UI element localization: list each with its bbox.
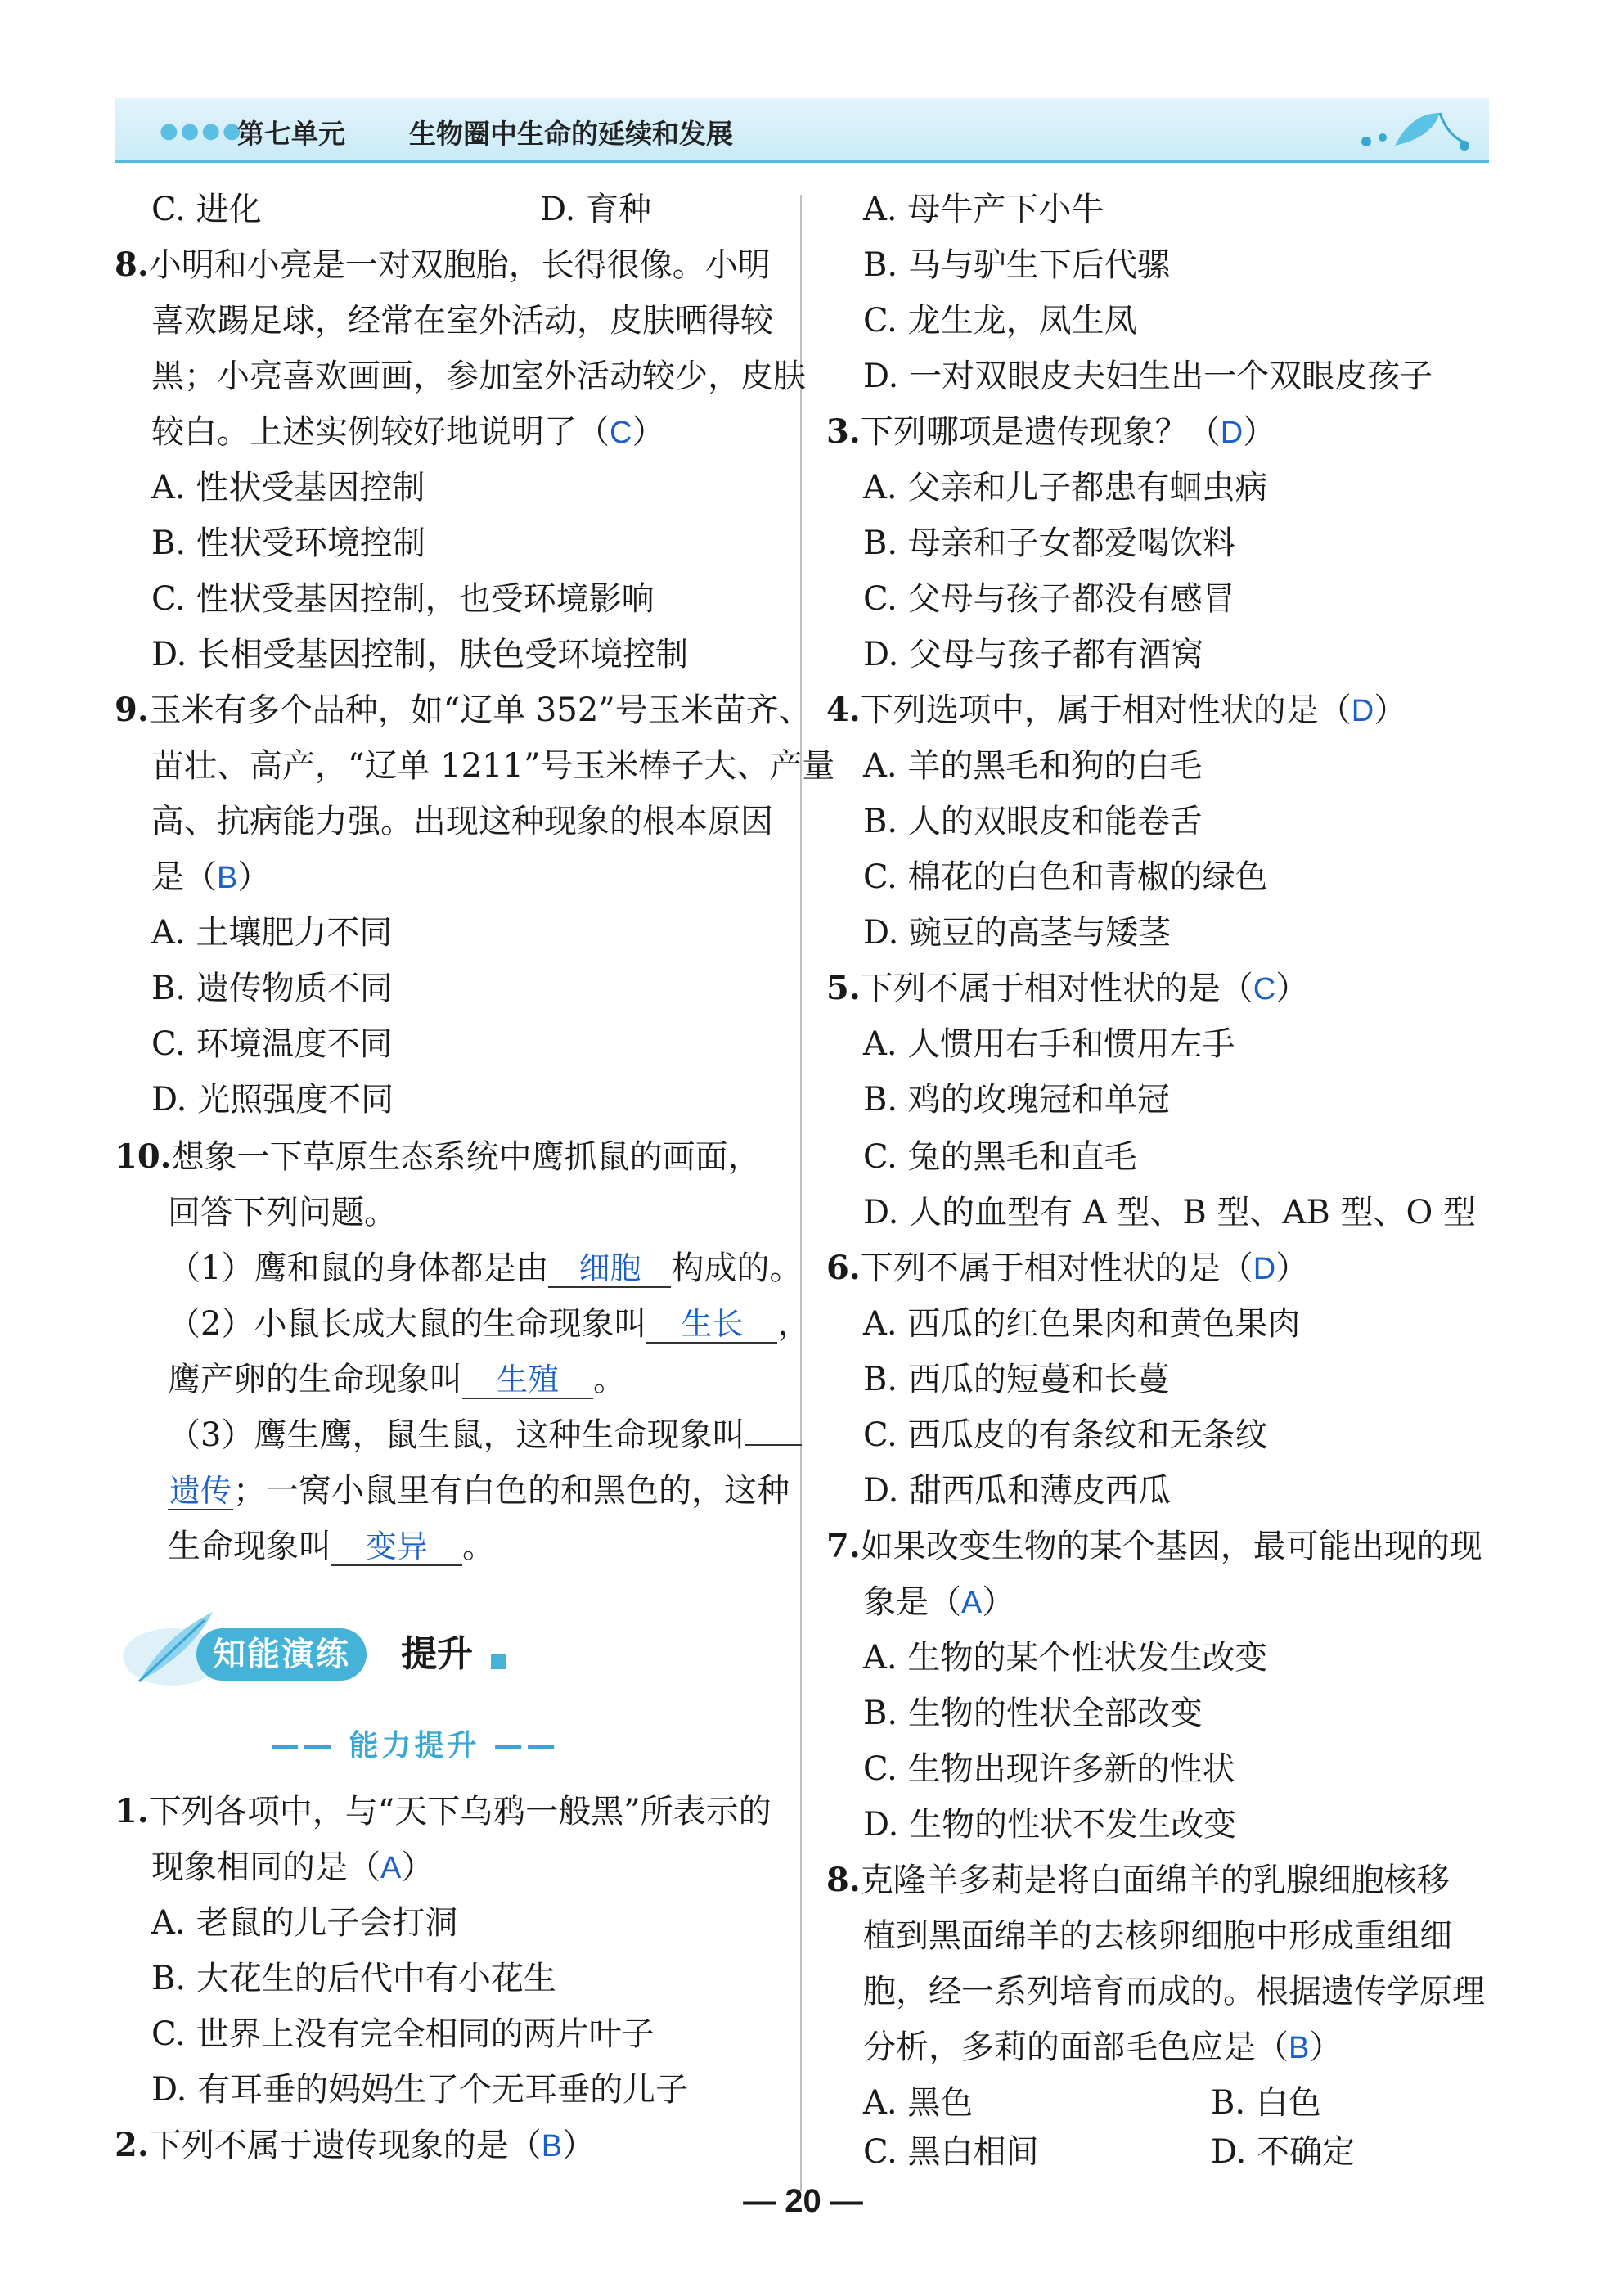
s1-answer: A <box>380 1851 402 1885</box>
section-banner <box>115 1604 540 1694</box>
s1-option-a: A. 老鼠的儿子会打洞 <box>151 1904 458 1942</box>
s4-option-c: C. 棉花的白色和青椒的绿色 <box>863 858 1268 896</box>
s6-option-b: B. 西瓜的短蔓和长蔓 <box>863 1361 1170 1398</box>
page-header <box>115 98 1489 163</box>
leaf-icon <box>1350 105 1473 154</box>
s1-option-b: B. 大花生的后代中有小花生 <box>151 1960 556 1997</box>
s4-line1: 4.下列选项中，属于相对性状的是（D） <box>826 691 1407 729</box>
subsection-title: —— 能力提升 —— <box>270 1729 560 1763</box>
q9-line3: 高、抗病能力强。出现这种现象的根本原因 <box>151 803 773 840</box>
q10-blank4: 遗传 <box>169 1474 232 1509</box>
banner-tail: 提升 <box>401 1633 473 1675</box>
s4-option-a: A. 羊的黑毛和狗的白毛 <box>863 747 1203 785</box>
s1-line2: 现象相同的是（A） <box>151 1848 434 1886</box>
q8-option-c: C. 性状受基因控制，也受环境影响 <box>151 580 655 618</box>
s7-line1: 7.如果改变生物的某个基因，最可能出现的现 <box>826 1527 1482 1565</box>
unit-label: 第七单元 <box>237 118 345 150</box>
q7-option-c: C. 进化 <box>151 191 262 228</box>
q9-option-b: B. 遗传物质不同 <box>151 970 393 1007</box>
s4-option-d: D. 豌豆的高茎与矮茎 <box>863 914 1172 952</box>
s3-option-b: B. 母亲和子女都爱喝饮料 <box>863 524 1235 562</box>
q10-part3b: 遗传；一窝小鼠里有白色的和黑色的，这种 <box>169 1472 790 1510</box>
q10-part2a: （2）小鼠长成大鼠的生命现象叫 生长 ， <box>168 1305 811 1343</box>
s5-answer: C <box>1253 972 1276 1006</box>
s4-option-b: B. 人的双眼皮和能卷舌 <box>863 803 1203 840</box>
s5-option-a: A. 人惯用右手和惯用左手 <box>863 1025 1235 1063</box>
s5-option-c: C. 兔的黑毛和直毛 <box>863 1138 1137 1176</box>
s7-option-b: B. 生物的性状全部改变 <box>863 1695 1203 1732</box>
page-number: — 20 — <box>743 2183 863 2219</box>
q10-blank5: 变异 <box>331 1530 462 1566</box>
q9-line1: 9.玉米有多个品种，如“辽单 352”号玉米苗齐、 <box>115 691 812 729</box>
unit-title: 生物圈中生命的延续和发展 <box>409 118 733 150</box>
s1-line1: 1.下列各项中，与“天下乌鸦一般黑”所表示的 <box>115 1792 772 1830</box>
s2-option-c: C. 龙生龙，凤生凤 <box>863 302 1137 340</box>
s5-line1: 5.下列不属于相对性状的是（C） <box>826 969 1309 1007</box>
q8-answer: C <box>610 416 632 450</box>
s3-option-d: D. 父母与孩子都有酒窝 <box>863 636 1204 673</box>
q8-line2: 喜欢踢足球，经常在室外活动，皮肤晒得较 <box>151 302 773 340</box>
s7-option-c: C. 生物出现许多新的性状 <box>863 1750 1235 1788</box>
s6-option-d: D. 甜西瓜和薄皮西瓜 <box>863 1472 1172 1510</box>
q8-option-b: B. 性状受环境控制 <box>151 524 425 562</box>
s6-answer: D <box>1253 1252 1276 1286</box>
q8-line1: 8.小明和小亮是一对双胞胎，长得很像。小明 <box>115 245 771 284</box>
s2-option-a: A. 母牛产下小牛 <box>863 191 1104 228</box>
s8-option-b: B. 白色 <box>1211 2084 1321 2122</box>
s7-option-a: A. 生物的某个性状发生改变 <box>863 1639 1268 1677</box>
s5-option-b: B. 鸡的玫瑰冠和单冠 <box>863 1081 1170 1119</box>
q8-option-d: D. 长相受基因控制，肤色受环境控制 <box>151 636 689 673</box>
q10-blank1: 细胞 <box>548 1252 671 1288</box>
s3-option-c: C. 父母与孩子都没有感冒 <box>863 580 1235 618</box>
s2-option-b: B. 马与驴生下后代骡 <box>863 246 1170 284</box>
s8-option-c: C. 黑白相间 <box>863 2133 1039 2171</box>
s2-option-d: D. 一对双眼皮夫妇生出一个双眼皮孩子 <box>863 358 1433 395</box>
q9-option-d: D. 光照强度不同 <box>151 1081 394 1119</box>
s2-line1: 2.下列不属于遗传现象的是（B） <box>115 2126 596 2164</box>
q8-line3: 黑；小亮喜欢画画，参加室外活动较少，皮肤 <box>151 358 806 395</box>
q10-part3c: 生命现象叫 变异 。 <box>168 1528 495 1565</box>
s3-line1: 3.下列哪项是遗传现象？（D） <box>826 412 1276 451</box>
s7-option-d: D. 生物的性状不发生改变 <box>863 1806 1237 1844</box>
q8-line4: 较白。上述实例较好地说明了（C） <box>151 413 665 451</box>
s8-line3: 胞，经一系列培育而成的。根据遗传学原理 <box>863 1973 1485 2010</box>
s6-option-a: A. 西瓜的红色果肉和黄色果肉 <box>863 1305 1301 1343</box>
q9-option-c: C. 环境温度不同 <box>151 1025 393 1063</box>
s2-answer: B <box>541 2129 563 2163</box>
s3-answer: D <box>1220 416 1244 450</box>
s4-answer: D <box>1351 694 1374 728</box>
q9-option-a: A. 土壤肥力不同 <box>151 914 393 952</box>
q9-answer: B <box>217 861 238 895</box>
s1-option-d: D. 有耳垂的妈妈生了个无耳垂的儿子 <box>151 2071 689 2109</box>
q10-line1: 10.想象一下草原生态系统中鹰抓鼠的画面， <box>115 1137 761 1176</box>
q9-line2: 苗壮、高产，“辽单 1211”号玉米棒子大、产量 <box>151 747 835 785</box>
s8-option-d: D. 不确定 <box>1211 2133 1356 2171</box>
s7-line2: 象是（A） <box>863 1583 1015 1621</box>
q8-option-a: A. 性状受基因控制 <box>151 469 425 506</box>
banner-pill: 知能演练 <box>196 1628 367 1681</box>
s6-line1: 6.下列不属于相对性状的是（D） <box>826 1249 1309 1287</box>
q10-blank3: 生殖 <box>462 1363 593 1399</box>
s8-line2: 植到黑面绵羊的去核卵细胞中形成重组细 <box>863 1917 1452 1955</box>
q10-part2b: 鹰产卵的生命现象叫 生殖 。 <box>168 1361 626 1398</box>
q10-blank2: 生长 <box>646 1308 777 1344</box>
s3-option-a: A. 父亲和儿子都患有蛔虫病 <box>863 469 1268 506</box>
s8-line4: 分析，多莉的面部毛色应是（B） <box>863 2028 1343 2066</box>
s8-line1: 8.克隆羊多莉是将白面绵羊的乳腺细胞核移 <box>826 1861 1450 1899</box>
q9-line4: 是（B） <box>151 858 271 896</box>
q10-line2: 回答下列问题。 <box>168 1194 397 1231</box>
s8-option-a: A. 黑色 <box>863 2084 974 2122</box>
banner-square-icon <box>491 1654 506 1669</box>
header-dots: ●●●● <box>160 119 244 143</box>
column-divider <box>800 195 802 2191</box>
s1-option-c: C. 世界上没有完全相同的两片叶子 <box>151 2015 655 2053</box>
s7-answer: A <box>961 1586 983 1620</box>
s5-option-d: D. 人的血型有 A 型、B 型、AB 型、O 型 <box>863 1194 1477 1231</box>
q7-option-d: D. 育种 <box>540 191 652 228</box>
s8-answer: B <box>1289 2031 1310 2065</box>
q10-part1: （1）鹰和鼠的身体都是由 细胞 构成的。 <box>168 1249 803 1287</box>
q10-part3a: （3）鹰生鹰，鼠生鼠，这种生命现象叫 <box>168 1416 802 1455</box>
s6-option-c: C. 西瓜皮的有条纹和无条纹 <box>863 1416 1268 1454</box>
